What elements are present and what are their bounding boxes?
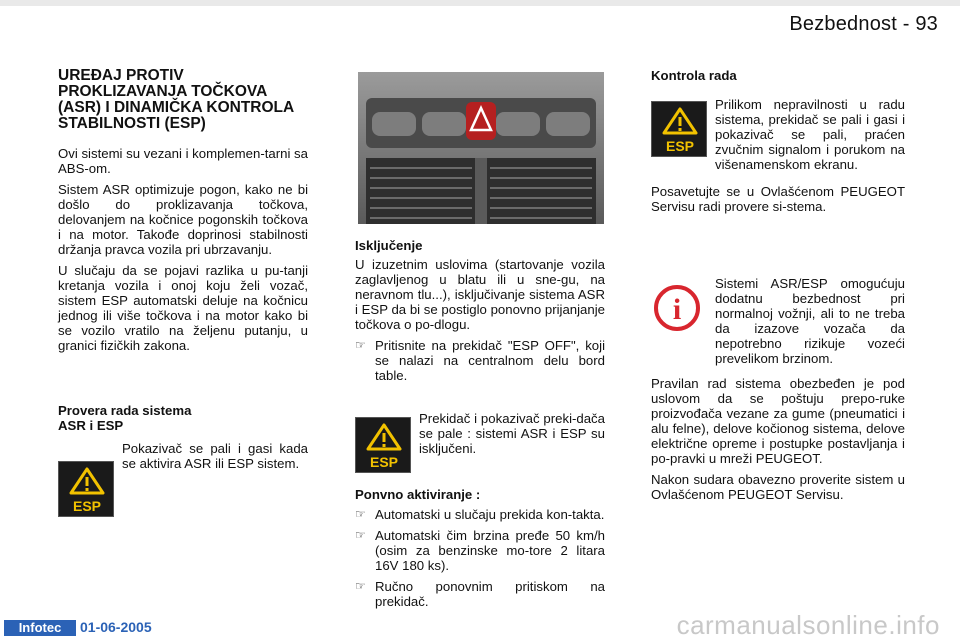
svg-text:i: i: [672, 293, 682, 326]
svg-text:ESP: ESP: [665, 138, 695, 154]
list-item: ☞ Automatski čim brzina pređe 50 km/h (osim za benzinske mo-tore 2 litara 16V 180 ks).: [355, 528, 605, 573]
off-indicator-paragraph: Prekidač i pokazivač preki-dača se pale : sistemi ASR i ESP su isključeni.: [419, 411, 605, 456]
section-title: UREĐAJ PROTIV PROKLIZAVANJA TOČKOVA (ASR) I DINAMIČKA KONTROLA STABILNOSTI (ESP): [58, 67, 294, 132]
crash-paragraph: Nakon sudara obavezno proverite sistem u Ovlašćenom PEUGEOT Servisu.: [651, 472, 905, 502]
list-item: ☞ Ručno ponovnim pritiskom na prekidač.: [355, 579, 605, 609]
list-item: ☞ Automatski u slučaju prekida kon-takta.: [355, 507, 605, 522]
middle-column: [355, 238, 605, 615]
svg-text:ESP: ESP: [369, 454, 399, 470]
footer-date: 01-06-2005: [80, 619, 152, 635]
hand-pointer-icon: ☞: [355, 579, 366, 593]
info-paragraph: Sistemi ASR/ESP omogućuju dodatnu bezbednost pri normalnoj vožnji, ali to ne treba da izazove vozača da nepotrebno rizikuje vozeći prevelikom brzinom.: [715, 276, 905, 366]
intro-paragraph: Ovi sistemi su vezani i komplemen-tarni sa ABS-om.: [58, 146, 308, 176]
info-icon: [651, 282, 703, 334]
infotec-logo: Infotec: [4, 620, 76, 636]
hand-pointer-icon: ☞: [355, 507, 366, 521]
check-title: Provera rada sistema ASR i ESP: [58, 403, 192, 433]
svg-text:ESP: ESP: [72, 498, 102, 514]
header-rule: [0, 0, 960, 6]
page-title: Bezbednost - 93: [789, 13, 938, 35]
left-column: [58, 68, 308, 517]
off-title: Isključenje: [355, 238, 423, 253]
off-paragraph: U izuzetnim uslovima (startovanje vozila zaglavljenog u blatu ili u sne-gu, na neravnom tlu...), isključivanje sistema ASR i ESP da bi se postiglo ponovno prijanjanje točkova o po-dlogu.: [355, 257, 605, 332]
esp-fault-icon: [651, 101, 707, 157]
check-paragraph: Pokazivač se pali i gasi kada se aktivira ASR ili ESP sistem.: [122, 441, 308, 471]
rules-paragraph: Pravilan rad sistema obezbeđen je pod uslovom da se poštuju prepo-ruke proizvođača vezane za gume (pneumatici i alu felne), delove kočionog sistema, delove električne opreme i postupke postavljanja i po-pravki u mreži PEUGEOT.: [651, 376, 905, 466]
hand-pointer-icon: ☞: [355, 338, 366, 352]
right-column: [651, 68, 905, 508]
dashboard-switch-photo: [358, 72, 604, 224]
esp-warning-icon: [58, 461, 114, 517]
service-paragraph: Posavetujte se u Ovlašćenom PEUGEOT Servisu radi provere si-stema.: [651, 184, 905, 214]
watermark: carmanualsonline.info: [676, 610, 940, 640]
esp-off-icon: [355, 417, 411, 473]
control-title: Kontrola rada: [651, 68, 737, 83]
esp-paragraph: U slučaju da se pojavi razlika u pu-tanji kretanja vozila i onoj koju želi vozač, sistem ESP automatski deluje na kočnicu jednog ili više točkova i na motor kako bi se vozilo vratilo na željenu putanju, u granici fizičkih zakona.: [58, 263, 308, 353]
on-title: Ponvno aktiviranje :: [355, 487, 481, 502]
asr-paragraph: Sistem ASR optimizuje pogon, kako ne bi došlo do proklizavanja točkova, delovanjem na kočnice pogonskih točkova i na motor. Takođe doprinosi stabilnosti držanja pravca vozila pri ubrzavanju.: [58, 182, 308, 257]
control-paragraph: Prilikom nepravilnosti u radu sistema, prekidač se pali i gasi i pokazivač se pali, praćen zvučnim signalom i porukom na višenamenskom ekranu.: [715, 97, 905, 172]
list-item: ☞ Pritisnite na prekidač "ESP OFF", koji se nalazi na centralnom delu bord table.: [355, 338, 605, 383]
hand-pointer-icon: ☞: [355, 528, 366, 542]
